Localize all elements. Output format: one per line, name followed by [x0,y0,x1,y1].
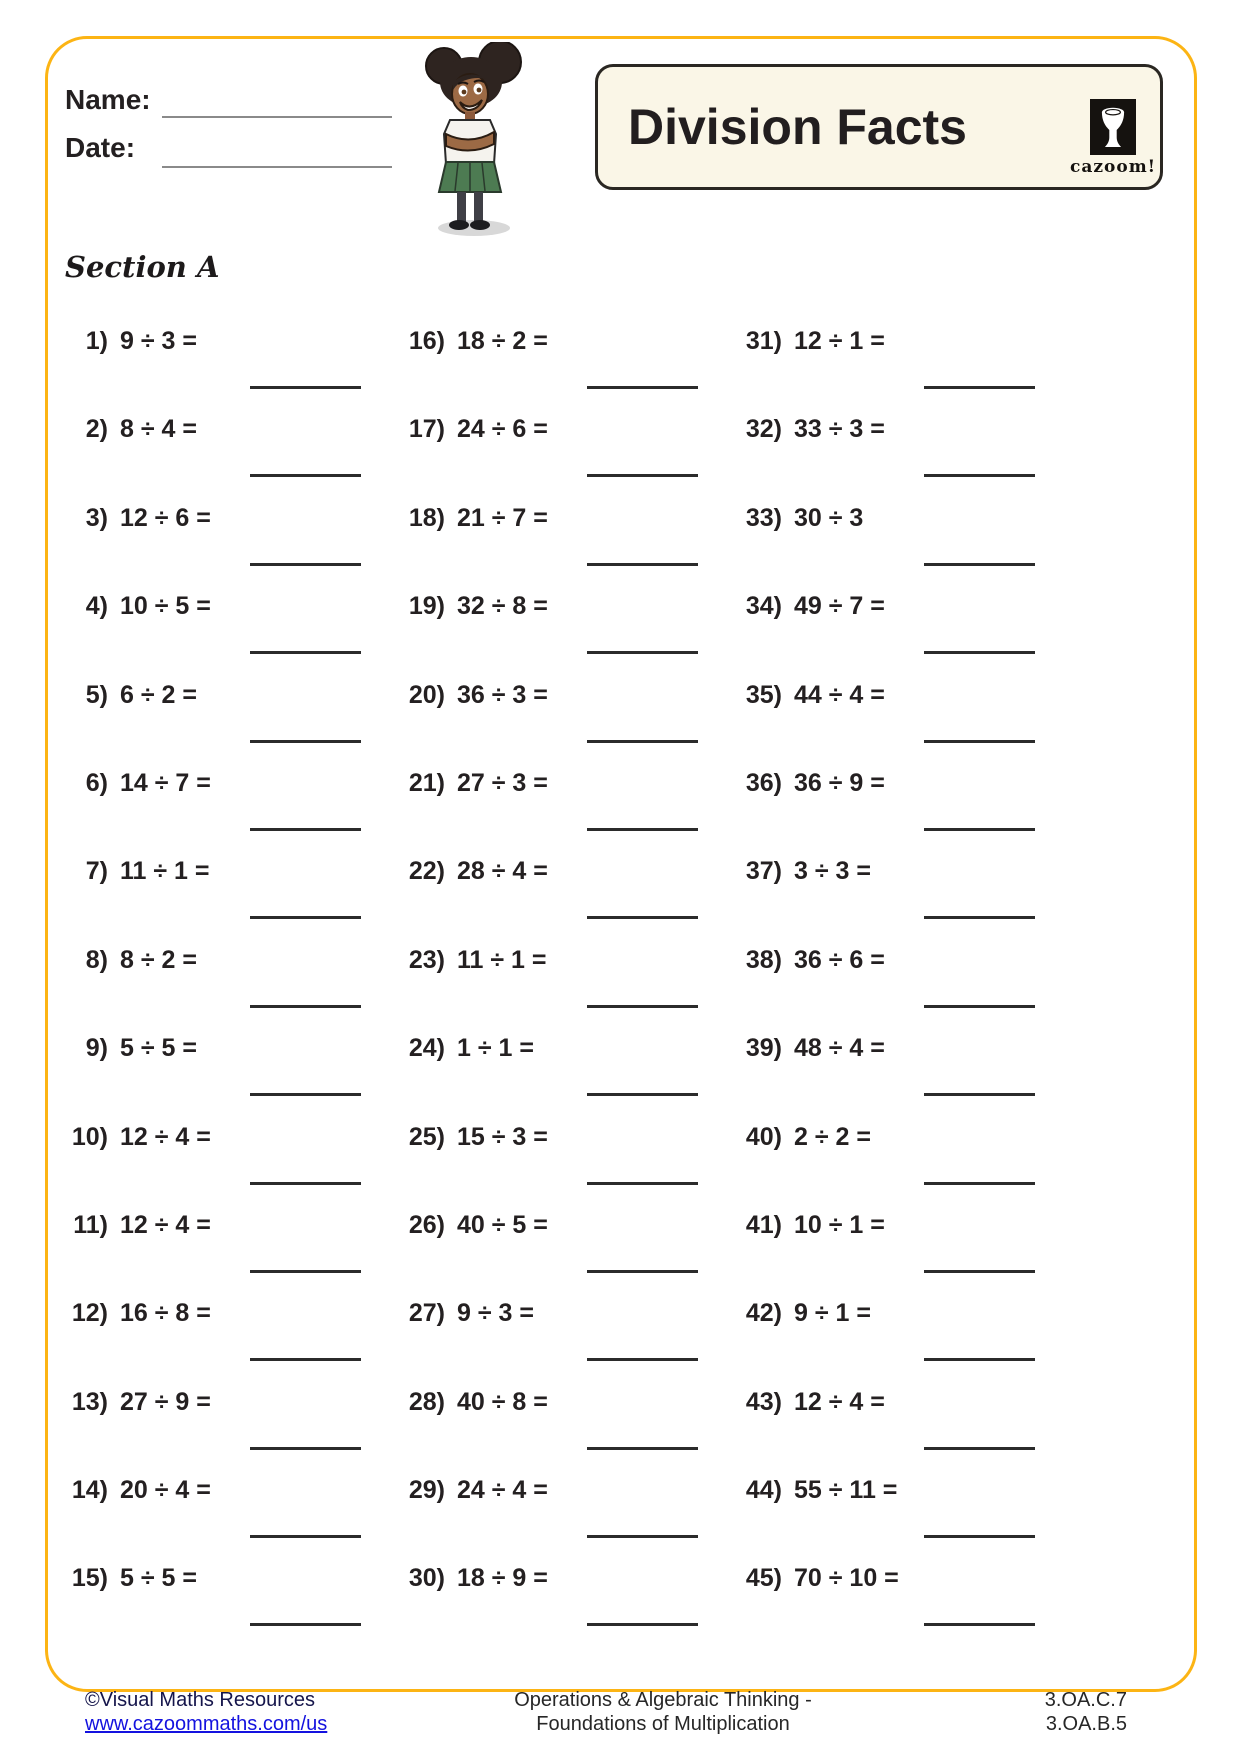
problem-expression: 40 ÷ 8 = [457,1387,548,1416]
answer-line[interactable] [924,386,1035,389]
answer-line[interactable] [924,563,1035,566]
problem-number: 26) [408,1210,445,1239]
standard-code-1: 3.OA.C.7 [1044,1689,1127,1711]
title-box [595,64,1163,190]
problem-expression: 1 ÷ 1 = [457,1034,534,1063]
problem-number: 37) [745,857,782,886]
problem-row [60,1298,397,1386]
problem-expression: 24 ÷ 4 = [457,1476,548,1505]
footer-topic-line1: Operations & Algebraic Thinking - [514,1689,812,1711]
problem-expression: 24 ÷ 6 = [457,415,548,444]
answer-line[interactable] [250,474,361,477]
problem-number: 29) [408,1476,445,1505]
problem-row [734,1563,1071,1651]
problem-row [60,591,397,679]
problem-number: 31) [745,327,782,355]
problem-number: 42) [745,1299,782,1328]
problem-number: 35) [745,680,782,709]
problem-number: 18) [408,503,445,532]
problem-row [60,326,397,414]
cazoom-drum-icon [1090,99,1136,155]
problem-row [60,414,397,502]
problem-number: 9) [85,1034,108,1063]
problem-number: 39) [745,1034,782,1063]
problem-number: 41) [745,1210,782,1239]
problem-number: 20) [408,680,445,709]
cazoom-logo-text: cazoom! [1070,157,1157,177]
answer-line[interactable] [924,1093,1035,1096]
problem-row [397,326,734,414]
answer-line[interactable] [924,1623,1035,1626]
answer-line[interactable] [587,740,698,743]
problem-expression: 49 ÷ 7 = [794,592,885,621]
answer-line[interactable] [587,1358,698,1361]
problem-number: 15) [71,1564,108,1593]
problem-expression: 9 ÷ 1 = [794,1299,871,1328]
problem-row [734,1033,1071,1121]
problem-expression: 11 ÷ 1 = [120,857,210,886]
problem-expression: 12 ÷ 6 = [120,503,211,532]
problem-expression: 27 ÷ 9 = [120,1387,211,1416]
answer-line[interactable] [587,916,698,919]
answer-line[interactable] [587,1447,698,1450]
problem-expression: 48 ÷ 4 = [794,1034,885,1063]
problem-row [734,768,1071,856]
problem-number: 36) [745,768,782,797]
problem-number: 28) [408,1387,445,1416]
answer-line[interactable] [587,1270,698,1273]
answer-line[interactable] [250,916,361,919]
problem-number: 3) [85,503,108,532]
problem-row [734,680,1071,768]
problem-expression: 30 ÷ 3 [794,503,864,532]
problem-expression: 12 ÷ 4 = [120,1210,211,1239]
problem-row [397,945,734,1033]
problem-expression: 32 ÷ 8 = [457,592,548,621]
problem-expression: 40 ÷ 5 = [457,1210,548,1239]
answer-line[interactable] [250,1623,361,1626]
answer-line[interactable] [587,1005,698,1008]
problem-expression: 5 ÷ 5 = [120,1564,197,1593]
problems-grid [60,326,1071,1652]
answer-line[interactable] [924,1270,1035,1273]
problem-row [397,1122,734,1210]
problem-number: 14) [71,1476,108,1505]
problem-row [60,680,397,768]
problem-expression: 3 ÷ 3 = [794,857,871,886]
problem-number: 45) [745,1564,782,1593]
problem-expression: 12 ÷ 4 = [794,1387,885,1416]
answer-line[interactable] [250,1093,361,1096]
answer-line[interactable] [924,474,1035,477]
footer-topic-line2: Foundations of Multiplication [536,1713,790,1735]
problem-number: 34) [745,592,782,621]
problem-expression: 28 ÷ 4 = [457,857,548,886]
problem-expression: 18 ÷ 2 = [457,327,548,355]
section-heading: Section A [65,250,220,284]
problem-row [60,945,397,1033]
problem-number: 17) [408,415,445,444]
problem-expression: 36 ÷ 9 = [794,768,885,797]
answer-line[interactable] [924,1447,1035,1450]
problem-number: 11) [73,1210,108,1239]
problem-expression: 27 ÷ 3 = [457,768,548,797]
problem-number: 24) [408,1034,445,1063]
problem-row [734,1210,1071,1298]
copyright-text: ©Visual Maths Resources [85,1689,316,1711]
problem-row [397,856,734,944]
problem-number: 25) [408,1122,445,1151]
answer-line[interactable] [250,1005,361,1008]
problem-number: 30) [408,1564,445,1593]
answer-line[interactable] [587,651,698,654]
problem-row [397,1563,734,1651]
answer-line[interactable] [587,474,698,477]
problem-row [60,1563,397,1651]
answer-line[interactable] [250,1270,361,1273]
girl-mascot-illustration [408,42,548,240]
date-label: Date: [65,132,136,163]
problem-row [397,1387,734,1475]
problem-number: 32) [745,415,782,444]
answer-line[interactable] [250,740,361,743]
answer-line[interactable] [924,651,1035,654]
problem-number: 5) [85,680,108,709]
answer-line[interactable] [250,828,361,831]
answer-line[interactable] [924,740,1035,743]
problem-expression: 15 ÷ 3 = [457,1122,548,1151]
problem-number: 10) [71,1122,108,1151]
website-link[interactable]: www.cazoommaths.com/us [85,1713,328,1735]
answer-line[interactable] [587,1182,698,1185]
problem-number: 6) [85,768,108,797]
problem-number: 21) [408,768,445,797]
problem-expression: 9 ÷ 3 = [457,1299,534,1328]
problem-expression: 9 ÷ 3 = [120,327,197,355]
problem-row [60,768,397,856]
problem-number: 44) [745,1476,782,1505]
answer-line[interactable] [587,563,698,566]
footer [0,1686,1241,1746]
problem-row [397,1210,734,1298]
problem-number: 22) [408,857,445,886]
problem-expression: 14 ÷ 7 = [120,768,211,797]
problem-row [734,326,1071,414]
problem-row [734,591,1071,679]
problem-expression: 21 ÷ 7 = [457,503,548,532]
problem-row [60,503,397,591]
problem-number: 43) [745,1387,782,1416]
problem-number: 19) [408,592,445,621]
problem-row [397,1033,734,1121]
answer-line[interactable] [924,916,1035,919]
problem-row [734,945,1071,1033]
problem-row [397,1298,734,1386]
problem-row [60,1122,397,1210]
answer-line[interactable] [250,651,361,654]
answer-line[interactable] [587,386,698,389]
problem-number: 27) [408,1299,445,1328]
problem-row [397,503,734,591]
problem-expression: 11 ÷ 1 = [457,945,547,974]
problem-number: 8) [85,945,108,974]
problem-row [734,503,1071,591]
problem-row [734,1387,1071,1475]
answer-line[interactable] [250,1447,361,1450]
problem-number: 12) [71,1299,108,1328]
problem-expression: 36 ÷ 3 = [457,680,548,709]
problems-column-3 [734,326,1071,1652]
problem-row [734,1298,1071,1386]
problem-row [60,1475,397,1563]
problem-expression: 8 ÷ 2 = [120,945,197,974]
standard-code-2: 3.OA.B.5 [1045,1713,1127,1735]
problem-number: 23) [408,945,445,974]
problem-number: 16) [408,327,445,355]
problem-row [60,1033,397,1121]
problem-row [397,680,734,768]
problem-row [397,591,734,679]
footer-standards [1045,1688,1127,1736]
problem-row [734,1122,1071,1210]
problem-number: 13) [71,1387,108,1416]
problem-expression: 2 ÷ 2 = [794,1122,871,1151]
problem-expression: 8 ÷ 4 = [120,415,197,444]
problems-column-2 [397,326,734,1652]
problem-expression: 70 ÷ 10 = [794,1564,899,1593]
name-label: Name: [65,84,151,115]
answer-line[interactable] [250,563,361,566]
problem-row [397,1475,734,1563]
problem-row [397,414,734,502]
answer-line[interactable] [587,1623,698,1626]
date-input-line[interactable] [162,166,392,168]
problem-row [734,1475,1071,1563]
problem-row [734,856,1071,944]
problem-expression: 44 ÷ 4 = [794,680,885,709]
answer-line[interactable] [250,1535,361,1538]
problem-number: 33) [745,503,782,532]
answer-line[interactable] [587,1093,698,1096]
problem-expression: 10 ÷ 5 = [120,592,211,621]
problem-expression: 55 ÷ 11 = [794,1476,898,1505]
problem-expression: 36 ÷ 6 = [794,945,885,974]
problem-row [397,768,734,856]
problem-expression: 10 ÷ 1 = [794,1210,885,1239]
problem-number: 7) [85,857,108,886]
problem-number: 1) [85,327,108,355]
answer-line[interactable] [924,1358,1035,1361]
problem-expression: 6 ÷ 2 = [120,680,197,709]
answer-line[interactable] [924,828,1035,831]
problem-expression: 16 ÷ 8 = [120,1299,211,1328]
worksheet-title: Division Facts [628,99,967,155]
problems-column-1 [60,326,397,1652]
problem-row [60,1210,397,1298]
problem-expression: 18 ÷ 9 = [457,1564,548,1593]
answer-line[interactable] [587,828,698,831]
problem-expression: 33 ÷ 3 = [794,415,885,444]
problem-number: 2) [85,415,108,444]
problem-number: 40) [745,1122,782,1151]
footer-left [85,1688,327,1736]
problem-expression: 5 ÷ 5 = [120,1034,197,1063]
answer-line[interactable] [587,1535,698,1538]
problem-number: 4) [85,592,108,621]
cazoom-logo [1070,99,1156,177]
problem-expression: 20 ÷ 4 = [120,1476,211,1505]
problem-row [60,1387,397,1475]
answer-line[interactable] [924,1005,1035,1008]
problem-expression: 12 ÷ 1 = [794,327,885,355]
problem-expression: 12 ÷ 4 = [120,1122,211,1151]
answer-line[interactable] [250,1358,361,1361]
answer-line[interactable] [250,1182,361,1185]
name-input-line[interactable] [162,116,392,118]
problem-row [734,414,1071,502]
answer-line[interactable] [250,386,361,389]
problem-row [60,856,397,944]
answer-line[interactable] [924,1535,1035,1538]
answer-line[interactable] [924,1182,1035,1185]
footer-center [493,1688,833,1736]
problem-number: 38) [745,945,782,974]
